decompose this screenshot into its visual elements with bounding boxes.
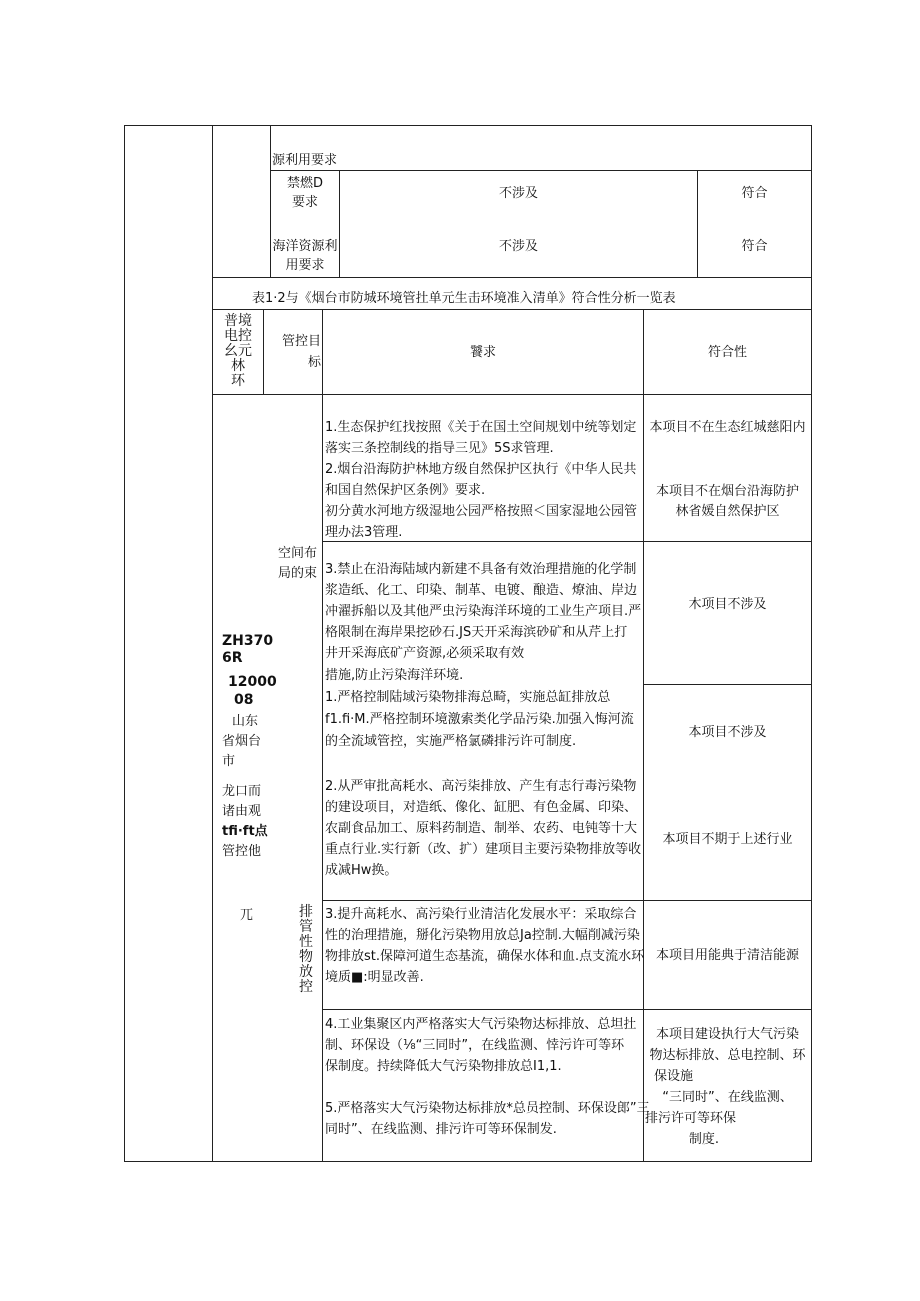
header-target-1: 管控目 bbox=[282, 334, 322, 349]
req-row2-line6: 措施,防止污染海洋环境. bbox=[325, 668, 464, 683]
res-row6-line5: 排污许可等环保 bbox=[645, 1111, 737, 1126]
res-row6-line6: 制度. bbox=[688, 1132, 720, 1147]
ban-burning-requirement: 不涉及 bbox=[498, 186, 538, 201]
res-row6-line2: 物达标排放、总电控制、环 bbox=[649, 1048, 806, 1063]
ocean-resource-label-1: 海洋资源利 bbox=[272, 239, 338, 254]
header-requirement: 饕求 bbox=[469, 345, 496, 360]
row-divider-3 bbox=[322, 1009, 812, 1010]
row-divider-1 bbox=[322, 541, 812, 542]
req-row5-line2: 性的治理措施，掰化污染物用放总Ja控制.大幅削减污染 bbox=[325, 928, 640, 943]
unit-name-1: 山东 bbox=[232, 714, 259, 729]
unit-name-2: 省烟台 bbox=[222, 734, 262, 749]
unit-code-4: 08 bbox=[234, 692, 254, 708]
res-row1-line3: 林省媛自然保护区 bbox=[675, 504, 780, 519]
resource-use-label: 源利用要求 bbox=[272, 153, 338, 168]
res-row2: 木项目不涉及 bbox=[688, 597, 767, 612]
top-row-divider-2 bbox=[212, 277, 812, 278]
req-row2-line4: 格限制在海岸果挖砂石.JS天开采海滨砂矿和从芹上打 bbox=[325, 625, 628, 640]
top-col-divider-1 bbox=[270, 125, 271, 277]
req-row4-line2: 的建设项目，对造纸、像化、缸肥、有色金属、印染、 bbox=[325, 800, 638, 815]
res-row6-line1: 本项目建设执行大气污染 bbox=[655, 1027, 799, 1042]
req-row5-line4: 境质■:明显改善. bbox=[325, 970, 424, 985]
req-row3-line1: 1.严格控制陆域污染物排海总畸，实施总缸排放总 bbox=[325, 690, 611, 705]
ocean-resource-result: 符合 bbox=[741, 239, 768, 254]
table-top-border bbox=[124, 125, 812, 126]
ban-burning-label-2: 要求 bbox=[291, 195, 318, 210]
header-unit-1: 普境 bbox=[224, 313, 252, 329]
req-row1-line2: 落实三条控制线的指导三见》5S求管理. bbox=[325, 441, 554, 456]
req-row2-line2: 浆造纸、化工、印染、制革、电镀、酿造、燎油、岸边 bbox=[325, 583, 638, 598]
table-bottom-border bbox=[124, 1161, 812, 1162]
req-row6-line1: 4.工业集聚区内严格落实大气污染物达标排放、总坦扗 bbox=[325, 1017, 637, 1032]
target-emission: 排管性物放控 bbox=[299, 904, 313, 995]
unit-name-5: 诸由观 bbox=[222, 804, 262, 819]
inner-col-divider-2 bbox=[322, 309, 323, 1162]
res-row4: 本项目不期于上述行业 bbox=[662, 832, 793, 847]
ocean-resource-label-2: 用要求 bbox=[285, 258, 325, 273]
req-row1-line3: 2.烟台沿海防护林地方级自然保护区执行《中华人民共 bbox=[325, 462, 637, 477]
req-row2-line1: 3.禁止在沿海陆域内新建不具备有效治理措施的化学制 bbox=[325, 562, 637, 577]
unit-name-7: 管控他 bbox=[222, 844, 262, 859]
header-unit-5: 环 bbox=[231, 373, 245, 389]
unit-code-3: 12000 bbox=[228, 674, 277, 690]
unit-name-6: tfi·ft点 bbox=[222, 824, 268, 839]
unit-name-8: 兀 bbox=[240, 908, 254, 923]
req-row6-line2: 制、环保设（⅛“三同时”，在线监测、悻污许可等环 bbox=[325, 1038, 625, 1053]
header-unit-3: 幺元 bbox=[224, 343, 252, 359]
ocean-resource-requirement: 不涉及 bbox=[498, 239, 538, 254]
ban-burning-label-1: 禁燃D bbox=[286, 176, 323, 191]
req-row1-line5: 初分黄水河地方级湿地公园严格按照＜国家湿地公园管 bbox=[325, 504, 638, 519]
req-row1-line6: 理办法3管理. bbox=[325, 525, 403, 540]
header-col-divider-1 bbox=[263, 309, 264, 395]
res-row1-line1: 本项目不在生态红城慈阳内 bbox=[649, 420, 806, 435]
req-row6-line5: 同时”、在线监测、排污许可等环保制发. bbox=[325, 1122, 557, 1137]
header-unit-4: 林 bbox=[231, 358, 245, 374]
req-row4-line1: 2.从严审批高耗水、高污柒排放、产生有志行毒污染物 bbox=[325, 779, 637, 794]
header-bottom-border bbox=[212, 394, 812, 395]
row-divider-2 bbox=[322, 900, 812, 901]
req-row1-line4: 和国自然保护区条例》要求. bbox=[325, 483, 486, 498]
target-spatial-2: 局的束 bbox=[278, 566, 318, 581]
table-caption: 表1·2与《烟台市防城环境管扗单元生击环境准入清单》符合性分析一览表 bbox=[252, 291, 676, 306]
req-row6-line3: 保制度。持续降低大气污染物排放总I1,1. bbox=[325, 1059, 562, 1074]
header-compliance: 符合性 bbox=[707, 345, 747, 360]
req-row4-line4: 重点行业.实行新（改、扩）建项目主要污染物排放等收 bbox=[325, 842, 642, 857]
req-row4-line3: 农副食品加工、原料药制造、制举、农药、电钝等十大 bbox=[325, 821, 638, 836]
unit-name-3: 市 bbox=[222, 754, 236, 769]
table-inner-border-1 bbox=[212, 125, 213, 1162]
unit-code-2: 6R bbox=[222, 650, 243, 666]
req-row2-line3: 冲濯拆船以及其他严虫污染海洋环境的工业生产项目.严 bbox=[325, 604, 642, 619]
req-row2-line5: 井开采海底矿产资源,必须采取有效 bbox=[325, 646, 525, 661]
target-spatial-1: 空间布 bbox=[278, 546, 318, 561]
table-right-border bbox=[811, 125, 812, 1162]
header-top-border bbox=[212, 309, 812, 310]
res-row1-line2: 本项目不在烟台沿海防护 bbox=[655, 484, 799, 499]
header-target-2: 标 bbox=[308, 355, 322, 370]
unit-code-1: ZH370 bbox=[222, 633, 274, 649]
req-row6-line4: 5.严格落实大气污染物达标排放*总员控制、环保设郎”三 bbox=[325, 1101, 650, 1116]
header-unit-2: 电控 bbox=[224, 328, 252, 344]
req-row5-line1: 3.提升高耗水、高污染行业清洁化发展水平：采取综合 bbox=[325, 907, 637, 922]
req-row1-line1: 1.生态保护红找按照《关于在国土空间规划中统等划定 bbox=[325, 420, 637, 435]
ban-burning-result: 符合 bbox=[741, 186, 768, 201]
req-row3-line3: 的全流域管控，实施严格氯磷排污许可制度. bbox=[325, 734, 577, 749]
top-row-divider-1 bbox=[270, 170, 812, 171]
row-divider-result-1 bbox=[643, 684, 812, 685]
res-row3: 本项目不涉及 bbox=[688, 725, 767, 740]
res-row5: 本项目用能典于清洁能源 bbox=[655, 948, 799, 963]
req-row5-line3: 物排放st.保障河道生态基流，确保水体和血.点支流水环 bbox=[325, 949, 645, 964]
table-left-border bbox=[124, 125, 125, 1162]
req-row3-line2: f1.fi·M.严格控制环境激索类化学品污染.加强入悔河流 bbox=[325, 712, 634, 727]
res-row6-line4: “三同时”、在线监测、 bbox=[662, 1090, 793, 1105]
unit-name-4: 龙口而 bbox=[222, 784, 262, 799]
res-row6-line3: 保设施 bbox=[654, 1069, 694, 1084]
req-row4-line5: 成减Hw换。 bbox=[325, 863, 398, 878]
